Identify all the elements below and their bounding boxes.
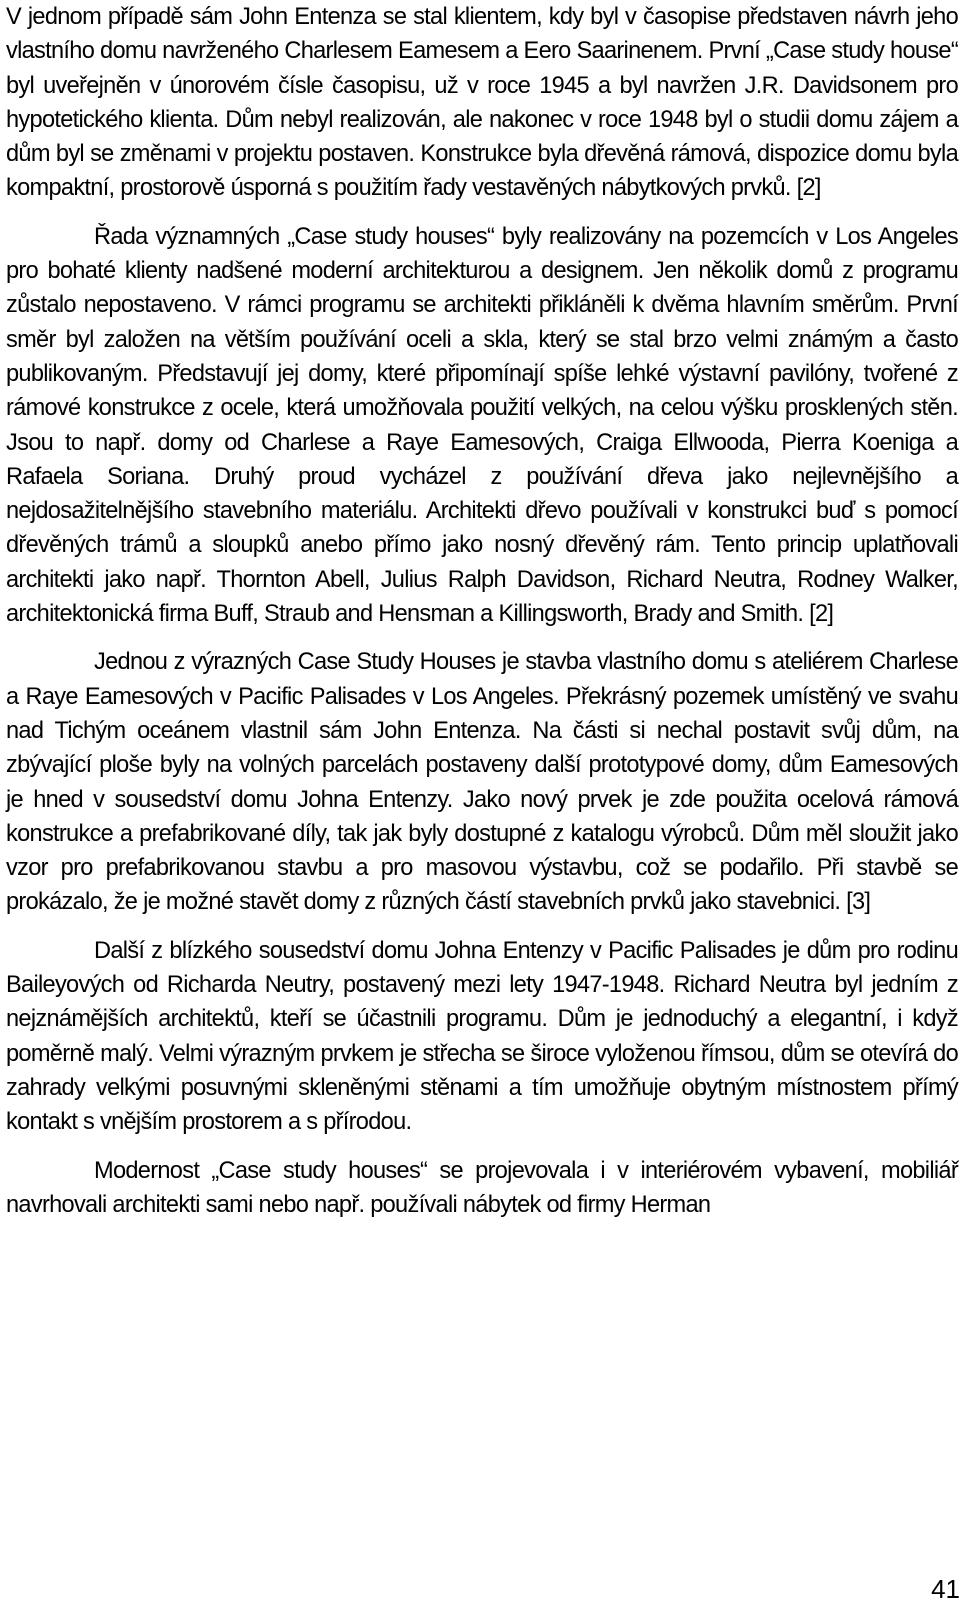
paragraph-2: Řada významných „Case study houses“ byly realizovány na pozemcích v Los Angeles pro bohaté klienty nadšené moderní architekturou a designem. Jen několik domů z programu zůstalo nepostaveno. V rámci programu se architekti přikláněli k dvěma hlavním směrům. První směr byl založen na větším používání oceli a skla, který se stal brzo velmi známým a často publikovaným. Představují jej domy, které připomínají spíše lehké výstavní pavilóny, tvořené z rámové konstrukce z ocele, která umožňovala použití velkých, na celou výšku prosklených stěn. Jsou to např. domy od Charlese a Raye Eamesových, Craiga Ellwooda, Pierra Koeniga a Rafaela Soriana. Druhý proud vycházel z používání dřeva jako nejlevnějšího a nejdosažitelnějšího stavebního materiálu. Architekti dřevo používali v konstrukci buď s pomocí dřevěných trámů a sloupků anebo přímo jako nosný dřevěný rám. Tento princip uplatňovali architekti jako např. Thornton Abell, Julius Ralph Davidson, Richard Neutra, Rodney Walker, architektonická firma Buff, Straub and Hensman a Killingsworth, Brady and Smith. [2] xyxy=(6,223,958,628)
document-body xyxy=(6,0,958,1236)
paragraph-5: Modernost „Case study houses“ se projevovala i v interiérovém vybavení, mobiliář navrhovali architekti sami nebo např. používali nábytek od firmy Herman xyxy=(6,1157,958,1218)
page-number: 41 xyxy=(931,1574,960,1604)
paragraph-1: V jednom případě sám John Entenza se stal klientem, kdy byl v časopise představen návrh jeho vlastního domu navrženého Charlesem Eamesem a Eero Saarinenem. První „Case study house“ byl uveřejněn v únorovém čísle časopisu, už v roce 1945 a byl navržen J.R. Davidsonem pro hypotetického klienta. Dům nebyl realizován, ale nakonec v roce 1948 byl o studii domu zájem a dům byl se změnami v projektu postaven. Konstrukce byla dřevěná rámová, dispozice domu byla kompaktní, prostorově úsporná s použitím řady vestavěných nábytkových prvků. [2] xyxy=(6,4,958,202)
paragraph-4: Další z blízkého sousedství domu Johna Entenzy v Pacific Palisades je dům pro rodinu Baileyových od Richarda Neutry, postavený mezi lety 1947-1948. Richard Neutra byl jedním z nejznámějších architektů, kteří se účastnili programu. Dům je jednoduchý a elegantní, i když poměrně malý. Velmi výrazným prvkem je střecha se široce vyloženou římsou, dům se otevírá do zahrady velkými posuvnými skleněnými stěnami a tím umožňuje obytným místnostem přímý kontakt s vnějším prostorem a s přírodou. xyxy=(6,937,958,1136)
paragraph-3: Jednou z výrazných Case Study Houses je stavba vlastního domu s ateliérem Charlese a Raye Eamesových v Pacific Palisades v Los Angeles. Překrásný pozemek umístěný ve svahu nad Tichým oceánem vlastnil sám John Entenza. Na části si nechal postavit svůj dům, na zbývající ploše byly na volných parcelách postaveny další prototypové domy, dům Eamesových je hned v sousedství domu Johna Entenzy. Jako nový prvek je zde použita ocelová rámová konstrukce a prefabrikované díly, tak jak byly dostupné z katalogu výrobců. Dům měl sloužit jako vzor pro prefabrikovanou stavbu a pro masovou výstavbu, což se podařilo. Při stavbě se prokázalo, že je možné stavět domy z různých částí stavebních prvků jako stavebnici. [3] xyxy=(6,649,958,916)
